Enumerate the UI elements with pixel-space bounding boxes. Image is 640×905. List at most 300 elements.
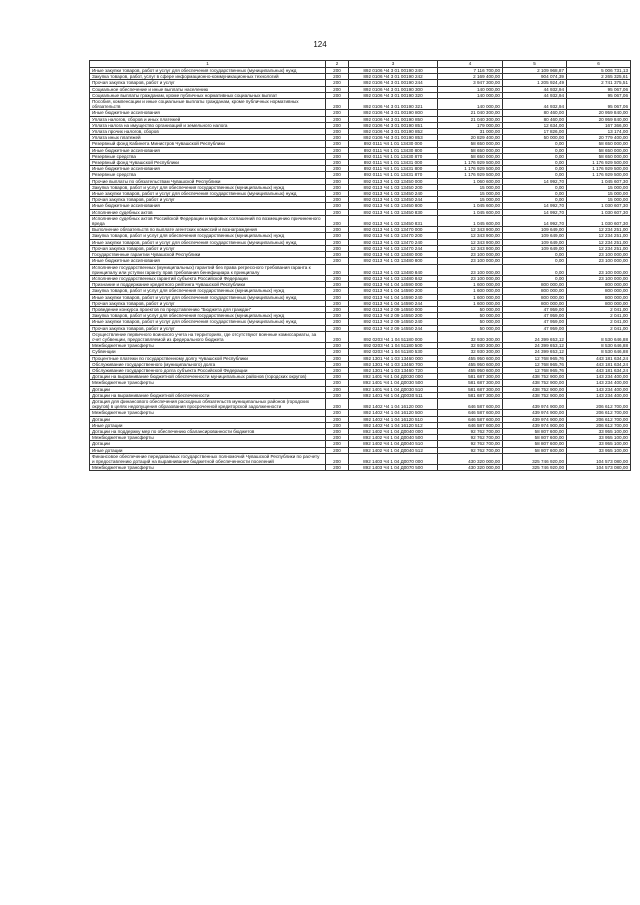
unexecuted-amount-cell: 33 955 100,00 xyxy=(567,428,631,434)
line-code-cell: 200 xyxy=(326,416,349,422)
unexecuted-amount-cell: 800 000,00 xyxy=(567,300,631,306)
expense-name-cell: Уплата налога на имущество организаций и земельного налога xyxy=(90,122,326,128)
expense-name-cell: Иные закупки товаров, работ и услуг для обеспечения государственных (муниципальных) нужд xyxy=(90,191,326,197)
executed-amount-cell: 0,00 xyxy=(503,147,567,153)
approved-amount-cell: 3 947 300,00 xyxy=(438,80,503,86)
budget-classification-code-cell: 892 0106 Ч4 3 01 00190 853 xyxy=(349,135,438,141)
approved-amount-cell: 1 600 000,00 xyxy=(438,282,503,288)
line-code-cell: 200 xyxy=(326,184,349,190)
executed-amount-cell: 439 974 900,00 xyxy=(503,422,567,428)
executed-amount-cell: 109 649,00 xyxy=(503,239,567,245)
budget-classification-code-cell: 892 0113 Ч4 1 03 13470 000 xyxy=(349,227,438,233)
unexecuted-amount-cell: 20 959 840,00 xyxy=(567,110,631,116)
budget-classification-code-cell: 892 0113 Ч4 1 03 13480 000 xyxy=(349,252,438,258)
column-number-row xyxy=(90,61,631,68)
expense-name-cell: Прочая закупка товаров, работ и услуг xyxy=(90,300,326,306)
unexecuted-amount-cell: 143 234 400,00 xyxy=(567,380,631,386)
unexecuted-amount-cell: 206 612 700,00 xyxy=(567,410,631,416)
budget-classification-code-cell: 892 0113 Ч4 2 09 14550 000 xyxy=(349,306,438,312)
budget-classification-code-cell: 892 0106 Ч4 3 01 00190 244 xyxy=(349,80,438,86)
unexecuted-amount-cell: 443 181 634,24 xyxy=(567,361,631,367)
expense-name-cell: Прочая закупка товаров, работ и услуг xyxy=(90,245,326,251)
expense-name-cell: Субвенции xyxy=(90,349,326,355)
executed-amount-cell: 12 768 965,76 xyxy=(503,361,567,367)
budget-classification-code-cell: 892 0111 Ч4 1 01 13431 000 xyxy=(349,160,438,166)
unexecuted-amount-cell: 2 041,00 xyxy=(567,306,631,312)
budget-classification-code-cell: 892 0113 Ч4 1 04 14590 240 xyxy=(349,294,438,300)
executed-amount-cell: 438 752 900,00 xyxy=(503,392,567,398)
unexecuted-amount-cell: 20 779 400,00 xyxy=(567,135,631,141)
approved-amount-cell: 32 930 300,00 xyxy=(438,349,503,355)
budget-classification-code-cell: 892 1402 Ч4 1 04 Д0040 000 xyxy=(349,428,438,434)
unexecuted-amount-cell: 12 234 251,00 xyxy=(567,227,631,233)
expense-name-cell: Межбюджетные трансферты xyxy=(90,465,326,471)
executed-amount-cell: 14 992,70 xyxy=(503,215,567,226)
budget-classification-code-cell: 892 0113 Ч4 1 03 13450 000 xyxy=(349,178,438,184)
unexecuted-amount-cell: 1 176 929 500,00 xyxy=(567,160,631,166)
approved-amount-cell: 581 687 300,00 xyxy=(438,386,503,392)
approved-amount-cell: 455 950 600,00 xyxy=(438,367,503,373)
approved-amount-cell: 140 000,00 xyxy=(438,86,503,92)
table-row xyxy=(90,99,631,110)
executed-amount-cell: 47 959,00 xyxy=(503,319,567,325)
executed-amount-cell: 2 109 968,87 xyxy=(503,68,567,74)
approved-amount-cell: 50 000,00 xyxy=(438,306,503,312)
approved-amount-cell: 2 169 400,00 xyxy=(438,74,503,80)
budget-classification-code-cell: 892 0113 Ч4 1 03 13450 800 xyxy=(349,203,438,209)
budget-classification-code-cell: 892 0113 Ч4 1 03 13480 800 xyxy=(349,258,438,264)
budget-classification-code-cell: 892 0113 Ч4 2 09 14550 240 xyxy=(349,319,438,325)
unexecuted-amount-cell: 2 041,00 xyxy=(567,325,631,331)
budget-classification-code-cell: 892 1402 Ч4 1 04 Д0040 500 xyxy=(349,435,438,441)
line-code-cell: 200 xyxy=(326,239,349,245)
approved-amount-cell: 92 762 700,00 xyxy=(438,447,503,453)
executed-amount-cell: 58 807 600,00 xyxy=(503,428,567,434)
column-number: 4 xyxy=(438,61,503,68)
unexecuted-amount-cell: 12 234 251,00 xyxy=(567,239,631,245)
line-code-cell: 200 xyxy=(326,282,349,288)
executed-amount-cell: 50 000,00 xyxy=(503,135,567,141)
expense-name-cell: Социальные выплаты гражданам, кроме публичных нормативных социальных выплат xyxy=(90,92,326,98)
line-code-cell: 200 xyxy=(326,166,349,172)
expense-name-cell: Закупка товаров, работ и услуг для обеспечения государственных (муниципальных) нужд xyxy=(90,184,326,190)
expense-name-cell: Дотации на выравнивание бюджетной обеспеченности xyxy=(90,392,326,398)
approved-amount-cell: 140 000,00 xyxy=(438,92,503,98)
executed-amount-cell: 0,00 xyxy=(503,191,567,197)
executed-amount-cell: 0,00 xyxy=(503,275,567,281)
executed-amount-cell: 800 000,00 xyxy=(503,288,567,294)
column-number: 5 xyxy=(503,61,567,68)
budget-classification-code-cell: 892 0113 Ч4 1 03 13450 831 xyxy=(349,215,438,226)
budget-classification-code-cell: 892 0106 Ч4 3 01 00190 242 xyxy=(349,74,438,80)
budget-classification-code-cell: 892 0106 Ч4 3 01 00190 321 xyxy=(349,99,438,110)
line-code-cell: 200 xyxy=(326,428,349,434)
approved-amount-cell: 21 040 300,00 xyxy=(438,110,503,116)
approved-amount-cell: 430 320 000,00 xyxy=(438,465,503,471)
executed-amount-cell: 439 974 900,00 xyxy=(503,398,567,409)
line-code-cell: 200 xyxy=(326,99,349,110)
unexecuted-amount-cell: 23 100 000,00 xyxy=(567,275,631,281)
unexecuted-amount-cell: 206 612 700,00 xyxy=(567,422,631,428)
unexecuted-amount-cell: 8 530 646,88 xyxy=(567,331,631,342)
executed-amount-cell: 44 932,94 xyxy=(503,92,567,98)
line-code-cell: 200 xyxy=(326,203,349,209)
table-row xyxy=(90,331,631,342)
budget-classification-code-cell: 892 0106 Ч4 3 01 00190 300 xyxy=(349,86,438,92)
budget-classification-code-cell: 892 0113 Ч4 1 04 14590 200 xyxy=(349,288,438,294)
budget-classification-code-cell: 892 1402 Ч4 1 04 Д0040 510 xyxy=(349,441,438,447)
expense-name-cell: Исполнение государственных гарантий субъекта Российской Федерации xyxy=(90,275,326,281)
approved-amount-cell: 92 762 700,00 xyxy=(438,428,503,434)
expense-name-cell: Иные закупки товаров, работ и услуг для обеспечения государственных (муниципальных) нужд xyxy=(90,294,326,300)
approved-amount-cell: 58 650 000,00 xyxy=(438,153,503,159)
line-code-cell: 200 xyxy=(326,92,349,98)
approved-amount-cell: 50 000,00 xyxy=(438,313,503,319)
line-code-cell: 200 xyxy=(326,294,349,300)
executed-amount-cell: 904 074,39 xyxy=(503,74,567,80)
executed-amount-cell: 0,00 xyxy=(503,252,567,258)
executed-amount-cell: 14 992,70 xyxy=(503,203,567,209)
approved-amount-cell: 12 343 900,00 xyxy=(438,233,503,239)
budget-classification-code-cell: 892 1402 Ч4 1 04 16120 500 xyxy=(349,410,438,416)
budget-classification-code-cell: 892 1301 Ч4 1 03 13460 720 xyxy=(349,367,438,373)
column-number: 1 xyxy=(90,61,326,68)
executed-amount-cell: 44 932,94 xyxy=(503,86,567,92)
line-code-cell: 200 xyxy=(326,160,349,166)
line-code-cell: 200 xyxy=(326,453,349,464)
expense-name-cell: Дотация для финансового обеспечения расходных обязательств муниципальных районов (городских округов) в целях недопущения образования просроченной кредиторской задолженности xyxy=(90,398,326,409)
unexecuted-amount-cell: 443 181 634,24 xyxy=(567,367,631,373)
expense-name-cell: Иные дотации xyxy=(90,422,326,428)
column-number: 2 xyxy=(326,61,349,68)
approved-amount-cell: 15 000,00 xyxy=(438,184,503,190)
executed-amount-cell: 58 807 600,00 xyxy=(503,441,567,447)
expense-name-cell: Обслуживание государственного (муниципального) долга xyxy=(90,361,326,367)
unexecuted-amount-cell: 143 234 400,00 xyxy=(567,386,631,392)
expense-name-cell: Иные бюджетные ассигнования xyxy=(90,258,326,264)
budget-classification-code-cell: 892 0203 Ч4 1 04 51180 000 xyxy=(349,331,438,342)
budget-classification-code-cell: 892 0203 Ч4 1 04 51180 530 xyxy=(349,349,438,355)
approved-amount-cell: 581 687 300,00 xyxy=(438,380,503,386)
line-code-cell: 200 xyxy=(326,141,349,147)
line-code-cell: 200 xyxy=(326,147,349,153)
expense-name-cell: Резервные средства xyxy=(90,153,326,159)
unexecuted-amount-cell: 12 234 251,00 xyxy=(567,233,631,239)
unexecuted-amount-cell: 33 955 100,00 xyxy=(567,447,631,453)
line-code-cell: 200 xyxy=(326,68,349,74)
expense-name-cell: Прочая закупка товаров, работ и услуг xyxy=(90,197,326,203)
expense-name-cell: Дотации xyxy=(90,416,326,422)
executed-amount-cell: 439 974 900,00 xyxy=(503,410,567,416)
unexecuted-amount-cell: 443 181 634,24 xyxy=(567,355,631,361)
budget-classification-code-cell: 892 1402 Ч4 1 04 16120 000 xyxy=(349,398,438,409)
unexecuted-amount-cell: 95 067,06 xyxy=(567,92,631,98)
executed-amount-cell: 80 460,00 xyxy=(503,110,567,116)
line-code-cell: 200 xyxy=(326,300,349,306)
line-code-cell: 200 xyxy=(326,258,349,264)
approved-amount-cell: 15 000,00 xyxy=(438,197,503,203)
approved-amount-cell: 58 650 000,00 xyxy=(438,141,503,147)
budget-classification-code-cell: 892 1301 Ч4 1 03 13460 700 xyxy=(349,361,438,367)
expense-name-cell: Иные закупки товаров, работ и услуг для обеспечения государственных (муниципальных) нужд xyxy=(90,319,326,325)
executed-amount-cell: 800 000,00 xyxy=(503,300,567,306)
approved-amount-cell: 1 045 600,00 xyxy=(438,203,503,209)
budget-execution-table xyxy=(89,60,631,471)
line-code-cell: 200 xyxy=(326,319,349,325)
budget-classification-code-cell: 892 0113 Ч4 1 03 13470 244 xyxy=(349,245,438,251)
unexecuted-amount-cell: 2 265 325,61 xyxy=(567,74,631,80)
unexecuted-amount-cell: 1 176 929 500,00 xyxy=(567,172,631,178)
executed-amount-cell: 438 752 900,00 xyxy=(503,386,567,392)
budget-classification-code-cell: 892 0113 Ч4 1 03 13470 240 xyxy=(349,239,438,245)
expense-name-cell: Закупка товаров, работ и услуг для обеспечения государственных (муниципальных) нужд xyxy=(90,313,326,319)
unexecuted-amount-cell: 8 530 646,88 xyxy=(567,343,631,349)
approved-amount-cell: 20 829 400,00 xyxy=(438,135,503,141)
budget-classification-code-cell: 892 0113 Ч4 1 03 13470 200 xyxy=(349,233,438,239)
unexecuted-amount-cell: 5 006 731,13 xyxy=(567,68,631,74)
budget-classification-code-cell: 892 1402 Ч4 1 04 16120 512 xyxy=(349,422,438,428)
page-number: 124 xyxy=(313,40,327,49)
line-code-cell: 200 xyxy=(326,410,349,416)
unexecuted-amount-cell: 15 000,00 xyxy=(567,191,631,197)
line-code-cell: 200 xyxy=(326,191,349,197)
approved-amount-cell: 646 587 600,00 xyxy=(438,422,503,428)
approved-amount-cell: 50 000,00 xyxy=(438,325,503,331)
expense-name-cell: Иные бюджетные ассигнования xyxy=(90,147,326,153)
budget-classification-code-cell: 892 1401 Ч4 1 04 Д0030 000 xyxy=(349,374,438,380)
unexecuted-amount-cell: 104 573 080,00 xyxy=(567,465,631,471)
executed-amount-cell: 24 399 653,12 xyxy=(503,349,567,355)
expense-name-cell: Дотации на поддержку мер по обеспечению сбалансированности бюджетов xyxy=(90,428,326,434)
executed-amount-cell: 0,00 xyxy=(503,141,567,147)
approved-amount-cell: 23 100 000,00 xyxy=(438,264,503,275)
approved-amount-cell: 92 762 700,00 xyxy=(438,441,503,447)
expense-name-cell: Дотации xyxy=(90,441,326,447)
budget-classification-code-cell: 892 0113 Ч4 1 03 13450 244 xyxy=(349,197,438,203)
approved-amount-cell: 92 762 700,00 xyxy=(438,435,503,441)
expense-name-cell: Социальное обеспечение и иные выплаты населению xyxy=(90,86,326,92)
budget-classification-code-cell: 892 0111 Ч4 1 01 13430 000 xyxy=(349,141,438,147)
approved-amount-cell: 12 343 900,00 xyxy=(438,239,503,245)
unexecuted-amount-cell: 33 955 100,00 xyxy=(567,435,631,441)
expense-name-cell: Иные закупки товаров, работ и услуг для обеспечения государственных (муниципальных) нужд xyxy=(90,239,326,245)
approved-amount-cell: 23 100 000,00 xyxy=(438,252,503,258)
line-code-cell: 200 xyxy=(326,245,349,251)
line-code-cell: 200 xyxy=(326,441,349,447)
approved-amount-cell: 430 320 000,00 xyxy=(438,453,503,464)
unexecuted-amount-cell: 1 030 607,30 xyxy=(567,203,631,209)
line-code-cell: 200 xyxy=(326,306,349,312)
budget-classification-code-cell: 892 0111 Ч4 1 01 13431 870 xyxy=(349,172,438,178)
unexecuted-amount-cell: 12 234 251,00 xyxy=(567,245,631,251)
approved-amount-cell: 1 176 929 500,00 xyxy=(438,160,503,166)
approved-amount-cell: 1 060 600,00 xyxy=(438,178,503,184)
expense-name-cell: Дотации на выравнивание бюджетной обеспеченности муниципальных районов (городских округов) xyxy=(90,374,326,380)
line-code-cell: 200 xyxy=(326,355,349,361)
budget-classification-code-cell: 892 0106 Ч4 3 01 00190 240 xyxy=(349,68,438,74)
unexecuted-amount-cell: 2 741 375,51 xyxy=(567,80,631,86)
expense-name-cell: Уплата прочих налогов, сборов xyxy=(90,129,326,135)
expense-name-cell: Межбюджетные трансферты xyxy=(90,435,326,441)
unexecuted-amount-cell: 15 000,00 xyxy=(567,184,631,190)
executed-amount-cell: 0,00 xyxy=(503,160,567,166)
line-code-cell: 200 xyxy=(326,135,349,141)
line-code-cell: 200 xyxy=(326,374,349,380)
executed-amount-cell: 12 768 965,76 xyxy=(503,355,567,361)
expense-name-cell: Межбюджетные трансферты xyxy=(90,343,326,349)
executed-amount-cell: 44 932,94 xyxy=(503,99,567,110)
unexecuted-amount-cell: 8 530 646,88 xyxy=(567,349,631,355)
expense-name-cell: Пособия, компенсации и иные социальные выплаты гражданам, кроме публичных нормативных обязательств xyxy=(90,99,326,110)
budget-classification-code-cell: 892 1401 Ч4 1 04 Д0030 511 xyxy=(349,392,438,398)
expense-name-cell: Межбюджетные трансферты xyxy=(90,410,326,416)
line-code-cell: 200 xyxy=(326,172,349,178)
line-code-cell: 200 xyxy=(326,386,349,392)
line-code-cell: 200 xyxy=(326,86,349,92)
line-code-cell: 200 xyxy=(326,349,349,355)
budget-classification-code-cell: 892 0113 Ч4 2 09 14550 244 xyxy=(349,325,438,331)
executed-amount-cell: 109 649,00 xyxy=(503,245,567,251)
expense-name-cell: Исполнение судебных актов xyxy=(90,209,326,215)
line-code-cell: 200 xyxy=(326,331,349,342)
line-code-cell: 200 xyxy=(326,343,349,349)
budget-classification-code-cell: 892 0106 Ч4 3 01 00190 850 xyxy=(349,116,438,122)
approved-amount-cell: 1 045 600,00 xyxy=(438,209,503,215)
executed-amount-cell: 80 460,00 xyxy=(503,116,567,122)
table-row xyxy=(90,215,631,226)
budget-classification-code-cell: 892 1402 Ч4 1 04 16120 510 xyxy=(349,416,438,422)
unexecuted-amount-cell: 1 045 607,30 xyxy=(567,178,631,184)
budget-classification-code-cell: 892 1403 Ч4 1 04 Д0070 000 xyxy=(349,453,438,464)
line-code-cell: 200 xyxy=(326,435,349,441)
executed-amount-cell: 14 992,70 xyxy=(503,209,567,215)
executed-amount-cell: 0,00 xyxy=(503,264,567,275)
approved-amount-cell: 21 040 300,00 xyxy=(438,116,503,122)
approved-amount-cell: 455 950 600,00 xyxy=(438,355,503,361)
executed-amount-cell: 0,00 xyxy=(503,166,567,172)
approved-amount-cell: 179 000,00 xyxy=(438,122,503,128)
executed-amount-cell: 0,00 xyxy=(503,153,567,159)
executed-amount-cell: 24 399 653,12 xyxy=(503,343,567,349)
budget-classification-code-cell: 892 1402 Ч4 1 04 Д0040 512 xyxy=(349,447,438,453)
expense-name-cell: Иные закупки товаров, работ и услуг для обеспечения государственных (муниципальных) нужд xyxy=(90,68,326,74)
approved-amount-cell: 32 930 300,00 xyxy=(438,331,503,342)
approved-amount-cell: 140 000,00 xyxy=(438,99,503,110)
executed-amount-cell: 47 959,00 xyxy=(503,325,567,331)
approved-amount-cell: 1 176 929 500,00 xyxy=(438,172,503,178)
unexecuted-amount-cell: 33 955 100,00 xyxy=(567,441,631,447)
approved-amount-cell: 646 587 600,00 xyxy=(438,410,503,416)
executed-amount-cell: 438 752 900,00 xyxy=(503,380,567,386)
expense-name-cell: Уплата налогов, сборов и иных платежей xyxy=(90,116,326,122)
line-code-cell: 200 xyxy=(326,110,349,116)
approved-amount-cell: 31 000,00 xyxy=(438,129,503,135)
executed-amount-cell: 325 746 920,00 xyxy=(503,465,567,471)
table-row xyxy=(90,465,631,471)
unexecuted-amount-cell: 800 000,00 xyxy=(567,288,631,294)
unexecuted-amount-cell: 58 650 000,00 xyxy=(567,141,631,147)
approved-amount-cell: 1 176 929 500,00 xyxy=(438,166,503,172)
line-code-cell: 200 xyxy=(326,313,349,319)
executed-amount-cell: 0,00 xyxy=(503,197,567,203)
line-code-cell: 200 xyxy=(326,422,349,428)
executed-amount-cell: 1 205 924,49 xyxy=(503,80,567,86)
approved-amount-cell: 581 687 300,00 xyxy=(438,392,503,398)
line-code-cell: 200 xyxy=(326,325,349,331)
budget-classification-code-cell: 892 0113 Ч4 1 04 14590 244 xyxy=(349,300,438,306)
expense-name-cell: Межбюджетные трансферты xyxy=(90,380,326,386)
approved-amount-cell: 581 687 300,00 xyxy=(438,374,503,380)
expense-name-cell: Резервный фонд Кабинета Министров Чувашской Республики xyxy=(90,141,326,147)
expense-name-cell: Прочая закупка товаров, работ и услуг xyxy=(90,80,326,86)
expense-name-cell: Прочая закупка товаров, работ и услуг xyxy=(90,325,326,331)
expense-name-cell: Прочие выплаты по обязательствам Чувашской Республики xyxy=(90,178,326,184)
executed-amount-cell: 47 959,00 xyxy=(503,306,567,312)
unexecuted-amount-cell: 1 176 929 500,00 xyxy=(567,166,631,172)
expense-name-cell: Финансовое обеспечение передаваемых государственных полномочий Чувашской Республики по расчету и предоставлению дотаций на выравнивание бюджетной обеспеченности поселений xyxy=(90,453,326,464)
expense-name-cell: Проведение конкурса проектов по представлению "Бюджета для граждан" xyxy=(90,306,326,312)
expense-name-cell: Выполнение обязательств по выплате агентских комиссий и вознаграждения xyxy=(90,227,326,233)
expense-name-cell: Резервный фонд Чувашской Республики xyxy=(90,160,326,166)
unexecuted-amount-cell: 23 100 000,00 xyxy=(567,264,631,275)
expense-name-cell: Признание и поддержание кредитного рейтинга Чувашской Республики xyxy=(90,282,326,288)
executed-amount-cell: 58 807 600,00 xyxy=(503,435,567,441)
expense-name-cell: Закупка товаров, работ и услуг для обеспечения государственных (муниципальных) нужд xyxy=(90,233,326,239)
unexecuted-amount-cell: 206 612 700,00 xyxy=(567,398,631,409)
expense-name-cell: Иные дотации xyxy=(90,447,326,453)
unexecuted-amount-cell: 13 174,00 xyxy=(567,129,631,135)
budget-classification-code-cell: 892 0113 Ч4 1 03 13480 842 xyxy=(349,275,438,281)
budget-classification-code-cell: 892 0111 Ч4 1 01 13430 870 xyxy=(349,153,438,159)
unexecuted-amount-cell: 15 000,00 xyxy=(567,197,631,203)
budget-classification-code-cell: 892 0111 Ч4 1 01 13431 800 xyxy=(349,166,438,172)
approved-amount-cell: 23 100 000,00 xyxy=(438,258,503,264)
unexecuted-amount-cell: 95 067,06 xyxy=(567,99,631,110)
unexecuted-amount-cell: 143 234 400,00 xyxy=(567,374,631,380)
executed-amount-cell: 109 649,00 xyxy=(503,227,567,233)
expense-name-cell: Резервные средства xyxy=(90,172,326,178)
approved-amount-cell: 50 000,00 xyxy=(438,319,503,325)
expense-name-cell: Закупка товаров, работ, услуг в сфере информационно-коммуникационных технологий xyxy=(90,74,326,80)
executed-amount-cell: 438 752 900,00 xyxy=(503,374,567,380)
unexecuted-amount-cell: 58 650 000,00 xyxy=(567,153,631,159)
approved-amount-cell: 15 000,00 xyxy=(438,191,503,197)
budget-classification-code-cell: 892 1401 Ч4 1 04 Д0030 510 xyxy=(349,386,438,392)
line-code-cell: 200 xyxy=(326,367,349,373)
unexecuted-amount-cell: 20 959 840,00 xyxy=(567,116,631,122)
line-code-cell: 200 xyxy=(326,233,349,239)
approved-amount-cell: 58 650 000,00 xyxy=(438,147,503,153)
executed-amount-cell: 12 768 965,76 xyxy=(503,367,567,373)
unexecuted-amount-cell: 1 030 607,30 xyxy=(567,209,631,215)
unexecuted-amount-cell: 2 041,00 xyxy=(567,319,631,325)
executed-amount-cell: 14 992,70 xyxy=(503,178,567,184)
expense-name-cell: Процентные платежи по государственному долгу Чувашской Республики xyxy=(90,355,326,361)
line-code-cell: 200 xyxy=(326,153,349,159)
budget-classification-code-cell: 892 0106 Ч4 3 01 00190 320 xyxy=(349,92,438,98)
approved-amount-cell: 7 116 700,00 xyxy=(438,68,503,74)
budget-classification-code-cell: 892 1301 Ч4 1 03 13460 000 xyxy=(349,355,438,361)
approved-amount-cell: 455 950 600,00 xyxy=(438,361,503,367)
executed-amount-cell: 47 959,00 xyxy=(503,313,567,319)
unexecuted-amount-cell: 167 366,00 xyxy=(567,122,631,128)
unexecuted-amount-cell: 206 612 700,00 xyxy=(567,416,631,422)
line-code-cell: 200 xyxy=(326,209,349,215)
approved-amount-cell: 12 343 900,00 xyxy=(438,245,503,251)
line-code-cell: 200 xyxy=(326,129,349,135)
approved-amount-cell: 1 600 000,00 xyxy=(438,294,503,300)
executed-amount-cell: 109 649,00 xyxy=(503,233,567,239)
